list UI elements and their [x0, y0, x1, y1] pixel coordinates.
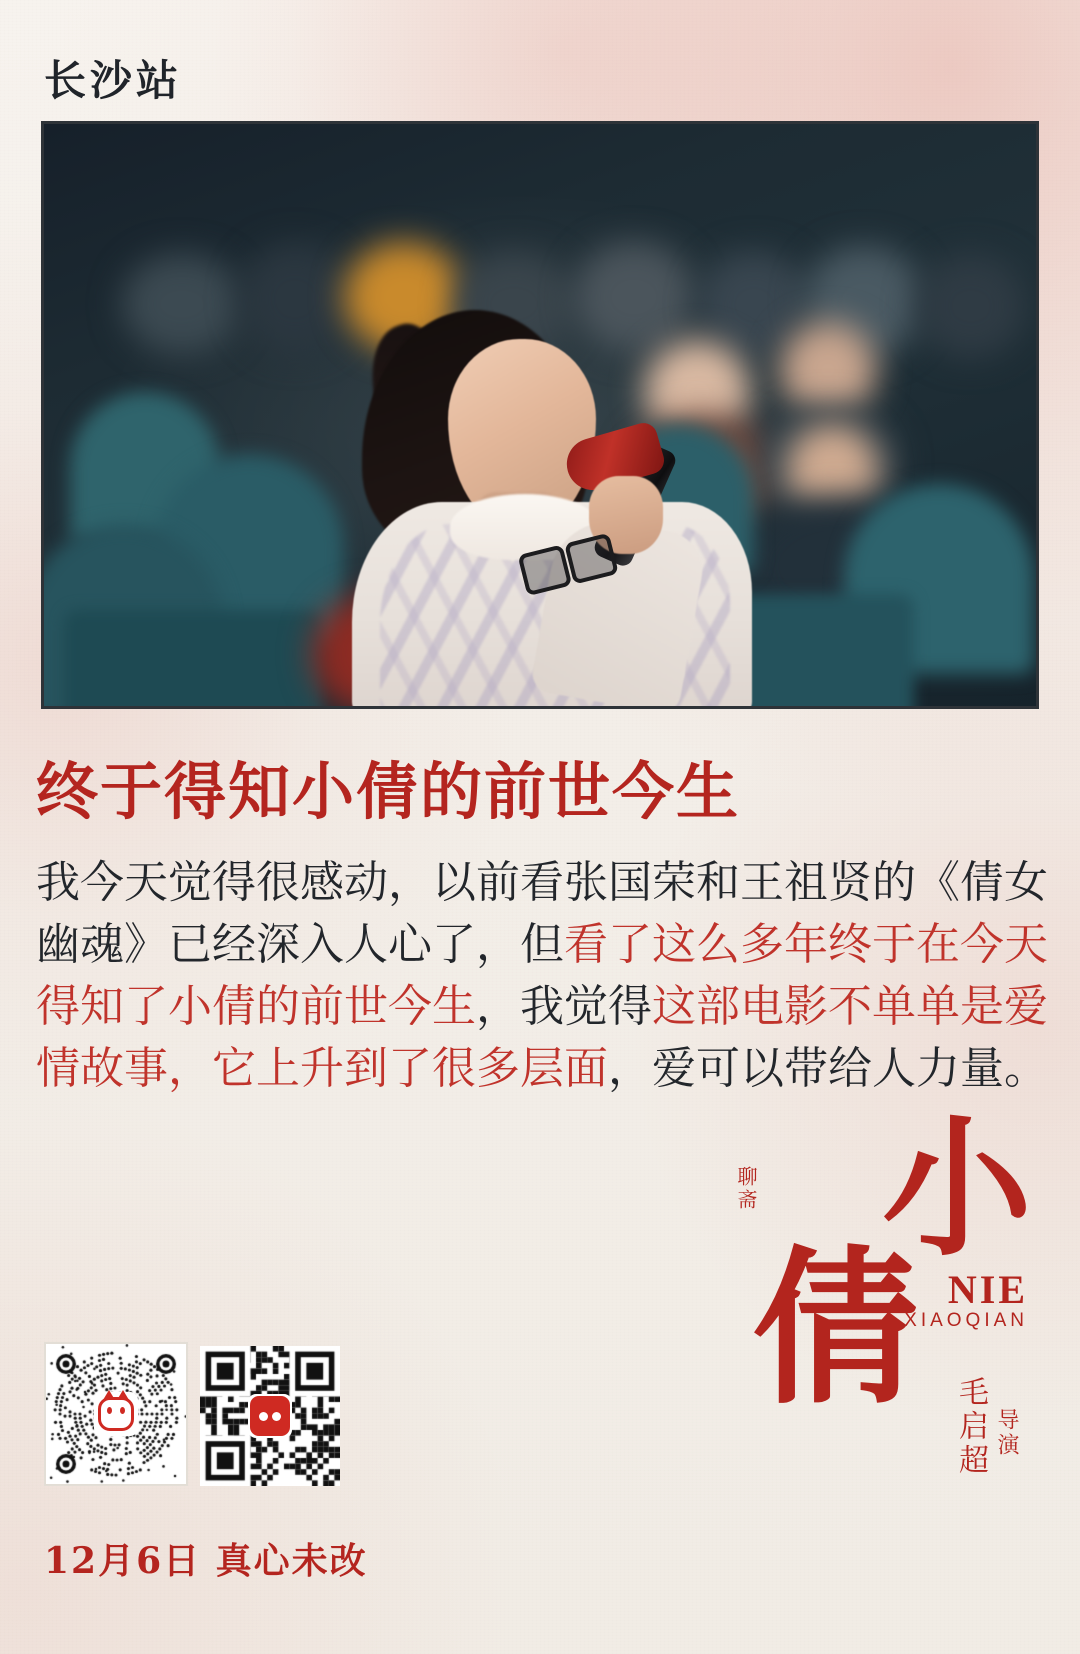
- headline: 终于得知小倩的前世今生: [36, 755, 741, 828]
- audience-blur-11: [780, 322, 876, 418]
- audience-blur-1: [122, 254, 242, 354]
- douyin-qr-center: [94, 1392, 138, 1436]
- quote-body: [36, 852, 1048, 1100]
- red-badge-icon: [250, 1396, 290, 1436]
- logo-latin-pinyin: XIAOQIAN: [904, 1310, 1028, 1331]
- event-photo: [44, 124, 1036, 706]
- quote-segment-0: 我今天觉得很感动，以前看张国荣和王祖贤的《倩女幽魂》已经深入人心了，但: [36, 857, 1048, 970]
- film-logo: [728, 1101, 1032, 1544]
- quote-segment-4: ，爱可以带给人力量。: [608, 1043, 1048, 1094]
- photo-frame: [41, 121, 1039, 709]
- logo-liaozhai-label: 聊斋: [734, 1166, 758, 1212]
- cat-icon: [98, 1397, 134, 1431]
- logo-big-top: 小: [881, 1101, 1032, 1277]
- quote-segment-3: 这部电影不单单是爱情故事，它上升到了很多层面: [36, 981, 1048, 1094]
- page-title: 长沙站: [44, 56, 183, 105]
- wechat-qr-center: [248, 1394, 292, 1438]
- logo-latin-title: NIE: [947, 1267, 1028, 1312]
- audience-blur-5: [574, 242, 694, 352]
- quote-segment-1: 看了这么多年终于在今天得知了小倩的前世今生: [36, 919, 1048, 1032]
- director-label: 导演: [994, 1408, 1019, 1458]
- seat-7: [64, 610, 324, 709]
- audience-blur-2: [240, 244, 350, 354]
- logo-big-bottom: 倩: [752, 1229, 920, 1427]
- footer-release-line: 12月6日 真心未改: [44, 1540, 368, 1582]
- audience-blur-8: [916, 254, 1026, 358]
- director-name: 毛启超: [953, 1376, 988, 1478]
- douyin-qr[interactable]: [44, 1342, 188, 1486]
- quote-segment-2: ，我觉得: [476, 981, 652, 1032]
- wechat-qr[interactable]: [200, 1346, 340, 1486]
